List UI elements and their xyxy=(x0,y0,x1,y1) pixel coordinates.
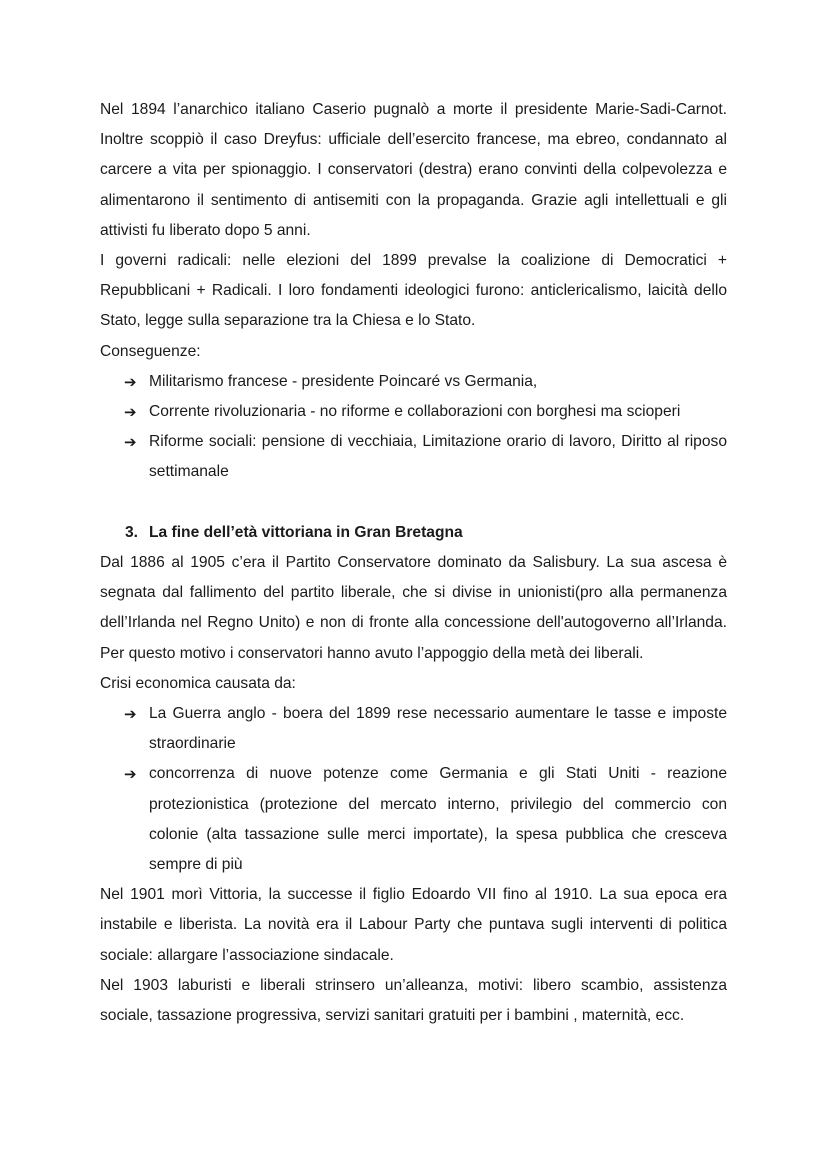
list-item xyxy=(100,699,727,759)
paragraph-conseguenze-label: Conseguenze: xyxy=(100,342,201,360)
list-item-text: concorrenza di nuove potenze come Germania e gli Stati Uniti - reazione protezionistica (protezione del mercato interno, privilegio del commercio con colonie (alta tassazione sulle merci importate), la spesa pubblica che cresceva sempre di più xyxy=(149,765,727,874)
paragraph-dreyfus: Nel 1894 l’anarchico italiano Caserio pugnalò a morte il presidente Marie-Sadi-Carnot. Inoltre scoppiò il caso Dreyfus: ufficiale dell’esercito francese, ma ebreo, condannato al carcere a vita per spionaggio. I conservatori (destra) erano convinti della colpevolezza e alimentarono il sentimento di antisemiti con la propaganda. Grazie agli intellettuali e gli attivisti fu liberato dopo 5 anni. xyxy=(100,101,727,239)
arrow-bullet-icon: ➔ xyxy=(124,765,137,784)
document-page xyxy=(100,95,727,1031)
paragraph-salisbury: Dal 1886 al 1905 c’era il Partito Conservatore dominato da Salisbury. La sua ascesa è segnata dal fallimento del partito liberale, che si divise in unionisti(pro alla permanenza dell’Irlanda nel Regno Unito) e non di fronte alla concessione dell'autogoverno all’Irlanda. Per questo motivo i conservatori hanno avuto l’appoggio della metà dei liberali. xyxy=(100,554,727,662)
paragraph-alleanza: Nel 1903 laburisti e liberali strinsero un’alleanza, motivi: libero scambio, assistenza sociale, tassazione progressiva, servizi sanitari gratuiti per i bambini , maternità, ecc. xyxy=(100,976,727,1025)
list-item xyxy=(100,397,727,427)
list-item xyxy=(100,367,727,397)
list-crisi xyxy=(100,699,727,880)
arrow-bullet-icon: ➔ xyxy=(124,705,137,724)
list-conseguenze xyxy=(100,367,727,488)
list-item-text: Corrente rivoluzionaria - no riforme e collaborazioni con borghesi ma scioperi xyxy=(149,403,681,421)
list-item-text: La Guerra anglo - boera del 1899 rese necessario aumentare le tasse e imposte straordinarie xyxy=(149,705,727,753)
list-item xyxy=(100,759,727,880)
paragraph-vittoria: Nel 1901 morì Vittoria, la successe il figlio Edoardo VII fino al 1910. La sua epoca era instabile e liberista. La novità era il Labour Party che puntava sugli interventi di politica sociale: allargare l’associazione sindacale. xyxy=(100,886,727,964)
list-item xyxy=(100,427,727,487)
list-item-text: Militarismo francese - presidente Poincaré vs Germania, xyxy=(149,372,538,390)
paragraph-governi-radicali: I governi radicali: nelle elezioni del 1899 prevalse la coalizione di Democratici + Repubblicani + Radicali. I loro fondamenti ideologici furono: anticlericalismo, laicità dello Stato, legge sulla separazione tra la Chiesa e lo Stato. xyxy=(100,252,727,330)
blank-line xyxy=(100,488,727,518)
paragraph-crisi-label: Crisi economica causata da: xyxy=(100,674,296,692)
list-item-text: Riforme sociali: pensione di vecchiaia, Limitazione orario di lavoro, Diritto al riposo settimanale xyxy=(149,433,727,481)
section-title: La fine dell’età vittoriana in Gran Bretagna xyxy=(149,523,463,541)
arrow-bullet-icon: ➔ xyxy=(124,433,137,452)
section-heading xyxy=(100,518,727,548)
arrow-bullet-icon: ➔ xyxy=(124,372,137,391)
section-number: 3. xyxy=(125,523,139,541)
arrow-bullet-icon: ➔ xyxy=(124,403,137,422)
